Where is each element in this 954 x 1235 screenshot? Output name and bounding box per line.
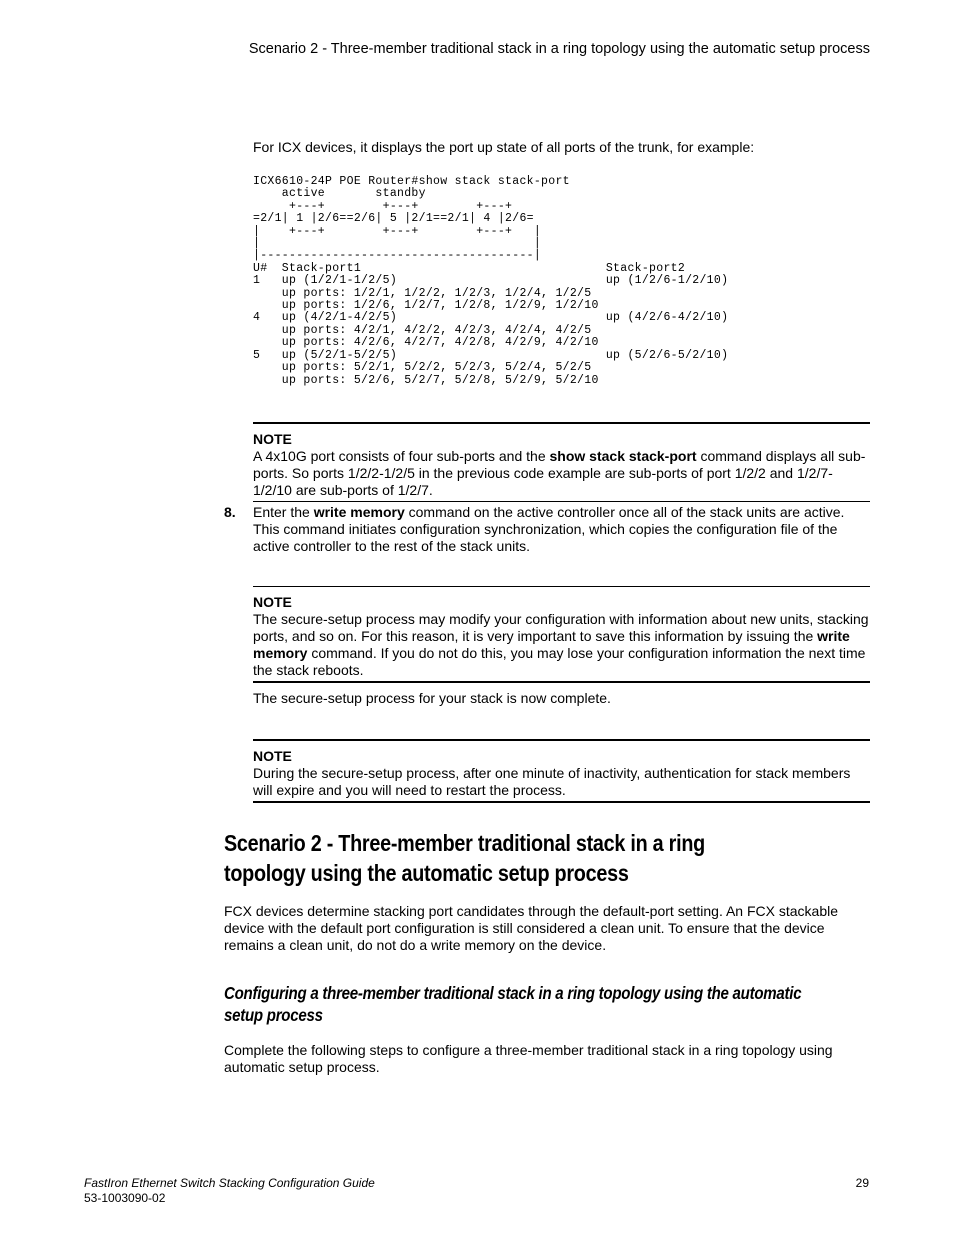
step-number: 8.: [224, 504, 236, 520]
step-text-part: Enter the: [253, 504, 314, 520]
note-box-save-config: [253, 586, 870, 683]
footer-guide-title: FastIron Ethernet Switch Stacking Configuration Guide: [84, 1176, 375, 1190]
command-name: write memory: [313, 504, 405, 520]
note-text: command. If you do not do this, you may lose your configuration information the next time the stack reboots.: [253, 645, 866, 678]
note-bottom-rule: [253, 681, 870, 683]
step-text-part: command on the active controller once all of the stack units are active. This command initiates configuration synchronization, which copies the configuration file of the active controller to the rest of the stack units.: [253, 504, 845, 554]
note-box-timeout: [253, 739, 870, 803]
step-8: [224, 504, 870, 555]
note-label: NOTE: [253, 431, 292, 447]
note-body: [253, 448, 870, 499]
note-bottom-rule: [253, 501, 870, 502]
note-text: A 4x10G port consists of four sub-ports and the: [253, 448, 550, 464]
intro-paragraph: For ICX devices, it displays the port up state of all ports of the trunk, for example:: [253, 139, 755, 155]
note-body: During the secure-setup process, after one minute of inactivity, authentication for stack members will expire and you will need to restart the process.: [253, 765, 851, 798]
note-box-subports: [253, 422, 870, 502]
step-text: [253, 504, 870, 555]
completion-paragraph: The secure-setup process for your stack is now complete.: [253, 690, 611, 706]
note-body: [253, 611, 870, 679]
page-number: 29: [855, 1176, 869, 1190]
command-name: show stack stack-port: [549, 448, 697, 464]
note-label: NOTE: [253, 748, 292, 764]
note-top-rule: [253, 739, 870, 741]
footer-doc-number: 53-1003090-02: [84, 1191, 166, 1205]
note-label: NOTE: [253, 594, 292, 610]
note-bottom-rule: [253, 801, 870, 803]
section-paragraph: FCX devices determine stacking port candidates through the default-port setting. An FCX stackable device with the default port configuration is still considered a clean unit. To ensure that the device remains a clean unit, do not do a write memory on the device.: [224, 903, 838, 953]
note-text: command displays all sub-ports. So ports 1/2/2-1/2/5 in the previous code example are sub-ports of port 1/2/2 and 1/2/7-1/2/10 are sub-ports of 1/2/7.: [253, 448, 866, 498]
running-header: Scenario 2 - Three-member traditional stack in a ring topology using the automatic setup process: [248, 41, 870, 57]
command-name: write memory: [253, 628, 850, 661]
note-text: The secure-setup process may modify your configuration with information about new units, stacking ports, and so on. For this reason, it is very important to save this information by issuing the: [253, 611, 869, 644]
section-heading: Scenario 2 - Three-member traditional stack in a ring topology using the automatic setup process: [224, 830, 705, 886]
code-example: ICX6610-24P POE Router#show stack stack-port active standby +---+ +---+ +---+ =2/1| 1 |2/6==2/6| 5 |2/1==2/1| 4 |2/6= | +---+ +---+ +---+ | | | |--------------------------------------| U# Stack-port1 Stack-port2 1 up (1/2/1-1/2/5) up (1/2/6-1/2/10) up ports: 1/2/1, 1/2/2, 1/2/3, 1/2/4, 1/2/5 up ports: 1/2/6, 1/2/7, 1/2/8, 1/2/9, 1/2/10 4 up (4/2/1-4/2/5) up (4/2/6-4/2/10) up ports: 4/2/1, 4/2/2, 4/2/3, 4/2/4, 4/2/5 up ports: 4/2/6, 4/2/7, 4/2/8, 4/2/9, 4/2/10 5 up (5/2/1-5/2/5) up (5/2/6-5/2/10) up ports: 5/2/1, 5/2/2, 5/2/3, 5/2/4, 5/2/5 up ports: 5/2/6, 5/2/7, 5/2/8, 5/2/9, 5/2/10: [253, 175, 729, 387]
subsection-paragraph: Complete the following steps to configure a three-member traditional stack in a ring topology using automatic setup process.: [224, 1042, 833, 1075]
note-top-rule: [253, 422, 870, 424]
subsection-heading: Configuring a three-member traditional stack in a ring topology using the automatic setup process: [224, 983, 802, 1025]
note-top-rule: [253, 586, 870, 587]
